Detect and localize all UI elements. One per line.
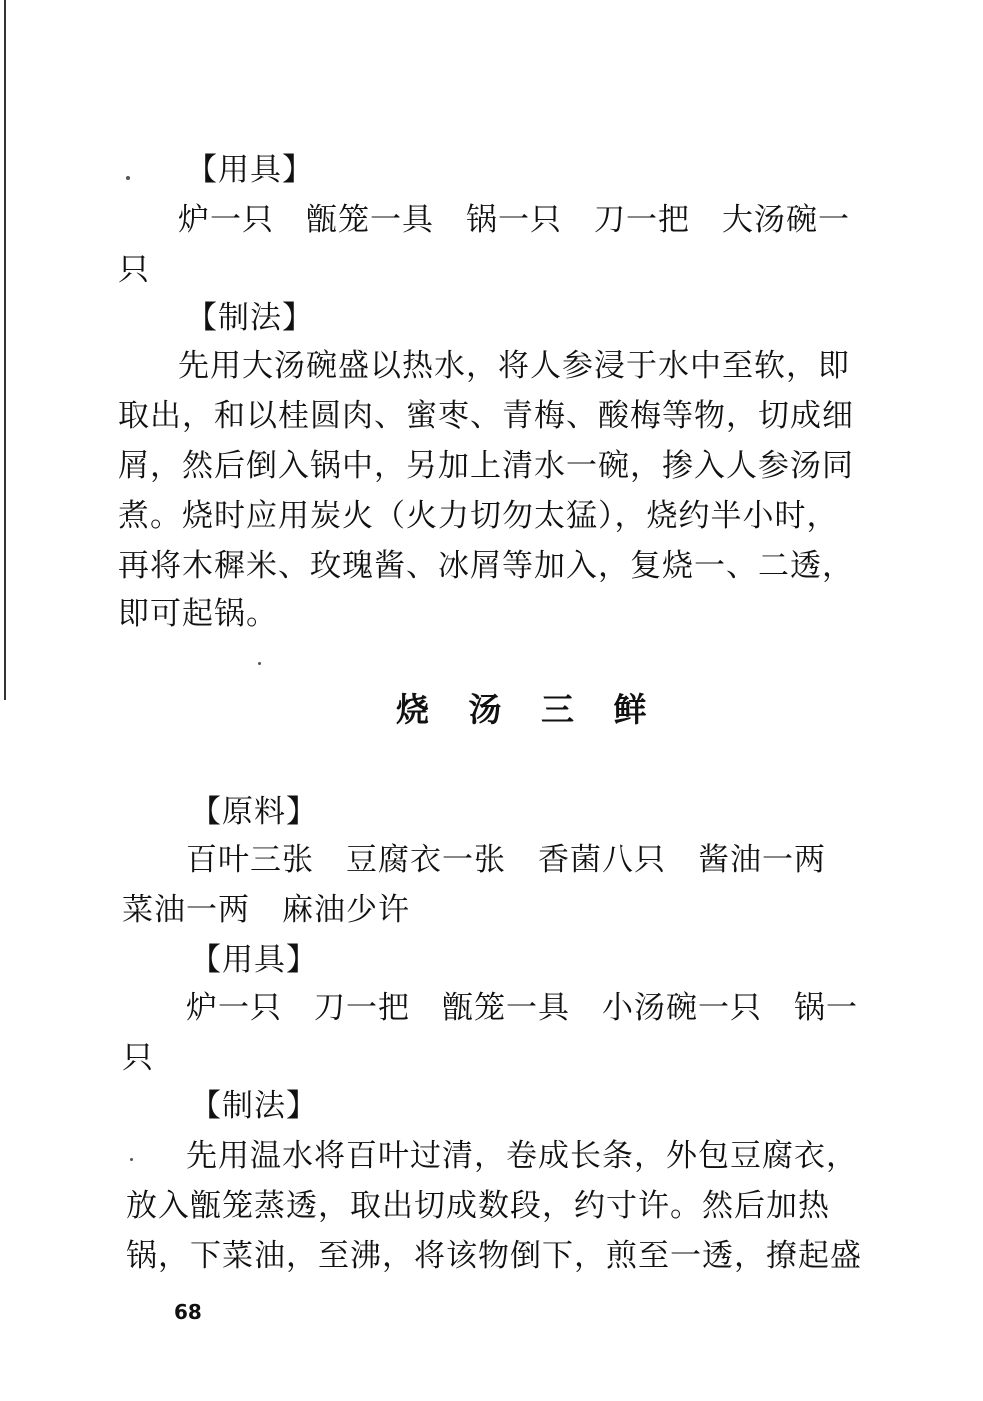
method-line-1-1: 先用大汤碗盛以热水，将人参浸于水中至软，即 [178, 348, 850, 384]
method-label-1: 【制法】 [186, 300, 314, 336]
method-line-1-6: 即可起锅。 [118, 596, 278, 632]
method-line-1-4: 煮。烧时应用炭火（火力切勿太猛），烧约半小时， [118, 498, 839, 534]
ingredients-label: 【原料】 [190, 794, 318, 830]
scan-speck [258, 662, 261, 665]
ingredients-line-1: 百叶三张 豆腐衣一张 香菌八只 酱油一两 [186, 842, 826, 878]
method-line-1-5: 再将木穉米、玫瑰酱、冰屑等加入，复烧一、二透， [118, 548, 854, 584]
utensils-line-1b: 只 [118, 252, 150, 288]
method-line-2-2: 放入甑笼蒸透，取出切成数段，约寸许。然后加热 [126, 1188, 830, 1224]
scan-speck [130, 1158, 133, 1161]
utensils-line-2a: 炉一只 刀一把 甑笼一具 小汤碗一只 锅一 [186, 990, 858, 1026]
utensils-line-1a: 炉一只 甑笼一具 锅一只 刀一把 大汤碗一 [178, 202, 850, 238]
recipe-title: 烧 汤 三 鲜 [396, 690, 661, 729]
utensils-label-2: 【用具】 [190, 942, 318, 978]
utensils-label-1: 【用具】 [186, 152, 314, 188]
method-line-1-3: 屑，然后倒入锅中，另加上清水一碗，掺入人参汤同 [118, 448, 854, 484]
page-number: 68 [174, 1300, 202, 1324]
page-edge-line [4, 0, 6, 700]
method-label-2: 【制法】 [190, 1088, 318, 1124]
scan-speck [126, 176, 130, 180]
method-line-2-3: 锅，下菜油，至沸，将该物倒下，煎至一透，撩起盛 [126, 1238, 862, 1274]
method-line-1-2: 取出，和以桂圆肉、蜜枣、青梅、酸梅等物，切成细 [118, 398, 854, 434]
method-line-2-1: 先用温水将百叶过清，卷成长条，外包豆腐衣， [186, 1138, 858, 1174]
ingredients-line-2: 菜油一两 麻油少许 [122, 892, 410, 928]
utensils-line-2b: 只 [122, 1040, 154, 1076]
